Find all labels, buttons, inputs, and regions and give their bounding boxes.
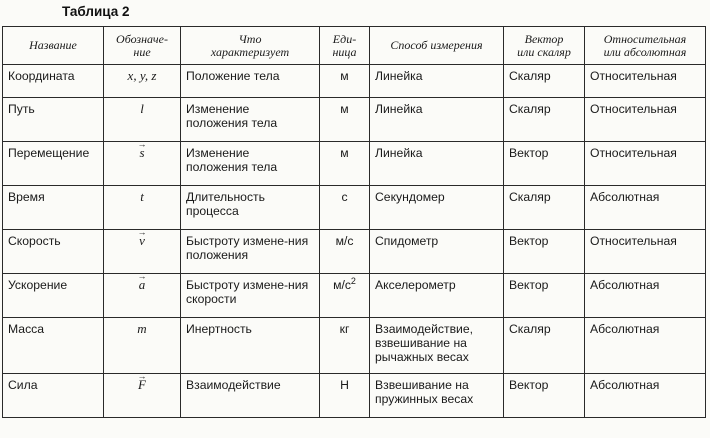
- header-unit: Еди- ница: [320, 27, 370, 65]
- table-row: [3, 65, 706, 98]
- cell-name: Путь: [3, 98, 104, 142]
- cell-symbol: m: [104, 318, 181, 374]
- cell-symbol: → F: [104, 374, 181, 418]
- table-caption: Таблица 2: [62, 4, 130, 19]
- cell-relativity: Относительная: [585, 98, 706, 142]
- cell-describes: Быстроту измене-ния скорости: [181, 274, 320, 318]
- cell-symbol: t: [104, 186, 181, 230]
- cell-name: Масса: [3, 318, 104, 374]
- cell-describes: Быстроту измене-ния положения: [181, 230, 320, 274]
- cell-type: Скаляр: [504, 318, 585, 374]
- physics-quantities-table: [2, 26, 706, 418]
- cell-type: Вектор: [504, 374, 585, 418]
- cell-type: Вектор: [504, 142, 585, 186]
- cell-relativity: Абсолютная: [585, 374, 706, 418]
- cell-symbol: → s: [104, 142, 181, 186]
- cell-method: Спидометр: [370, 230, 504, 274]
- cell-method: Взаимодействие, взвешивание на рычажных весах: [370, 318, 504, 374]
- cell-unit: Н: [320, 374, 370, 418]
- cell-relativity: Абсолютная: [585, 318, 706, 374]
- cell-name: Ускорение: [3, 274, 104, 318]
- header-name: Название: [3, 27, 104, 65]
- cell-relativity: Абсолютная: [585, 274, 706, 318]
- cell-method: Секундомер: [370, 186, 504, 230]
- cell-name: Перемещение: [3, 142, 104, 186]
- cell-method: Акселерометр: [370, 274, 504, 318]
- cell-unit: кг: [320, 318, 370, 374]
- cell-relativity: Относительная: [585, 142, 706, 186]
- cell-relativity: Абсолютная: [585, 186, 706, 230]
- cell-type: Скаляр: [504, 186, 585, 230]
- cell-name: Время: [3, 186, 104, 230]
- header-row: [3, 27, 706, 65]
- cell-describes: Положение тела: [181, 65, 320, 98]
- cell-unit: м: [320, 142, 370, 186]
- cell-describes: Изменение положения тела: [181, 142, 320, 186]
- cell-unit: с: [320, 186, 370, 230]
- table-row: [3, 318, 706, 374]
- table-row: [3, 230, 706, 274]
- table-row: [3, 98, 706, 142]
- cell-type: Вектор: [504, 274, 585, 318]
- cell-method: Линейка: [370, 98, 504, 142]
- cell-symbol: l: [104, 98, 181, 142]
- header-symbol: Обозначе- ние: [104, 27, 181, 65]
- cell-symbol: → v: [104, 230, 181, 274]
- table-row: [3, 142, 706, 186]
- cell-method: Взвешивание на пружинных весах: [370, 374, 504, 418]
- table-row: [3, 274, 706, 318]
- cell-symbol: → a: [104, 274, 181, 318]
- table-row: [3, 374, 706, 418]
- cell-type: Скаляр: [504, 65, 585, 98]
- cell-unit: м: [320, 98, 370, 142]
- cell-type: Вектор: [504, 230, 585, 274]
- cell-describes: Взаимодействие: [181, 374, 320, 418]
- cell-name: Сила: [3, 374, 104, 418]
- cell-describes: Инертность: [181, 318, 320, 374]
- table-row: [3, 186, 706, 230]
- cell-name: Скорость: [3, 230, 104, 274]
- cell-relativity: Относительная: [585, 65, 706, 98]
- cell-unit: м/с: [320, 230, 370, 274]
- cell-method: Линейка: [370, 65, 504, 98]
- header-relativity: Относительная или абсолютная: [585, 27, 706, 65]
- cell-unit: $м/с^2$: [320, 274, 370, 318]
- cell-describes: Длительность процесса: [181, 186, 320, 230]
- header-type: Вектор или скаляр: [504, 27, 585, 65]
- header-describes: Что характеризует: [181, 27, 320, 65]
- header-method: Способ измерения: [370, 27, 504, 65]
- cell-type: Скаляр: [504, 98, 585, 142]
- cell-name: Координата: [3, 65, 104, 98]
- cell-unit: м: [320, 65, 370, 98]
- cell-describes: Изменение положения тела: [181, 98, 320, 142]
- cell-relativity: Относительная: [585, 230, 706, 274]
- cell-symbol: x, y, z: [104, 65, 181, 98]
- cell-method: Линейка: [370, 142, 504, 186]
